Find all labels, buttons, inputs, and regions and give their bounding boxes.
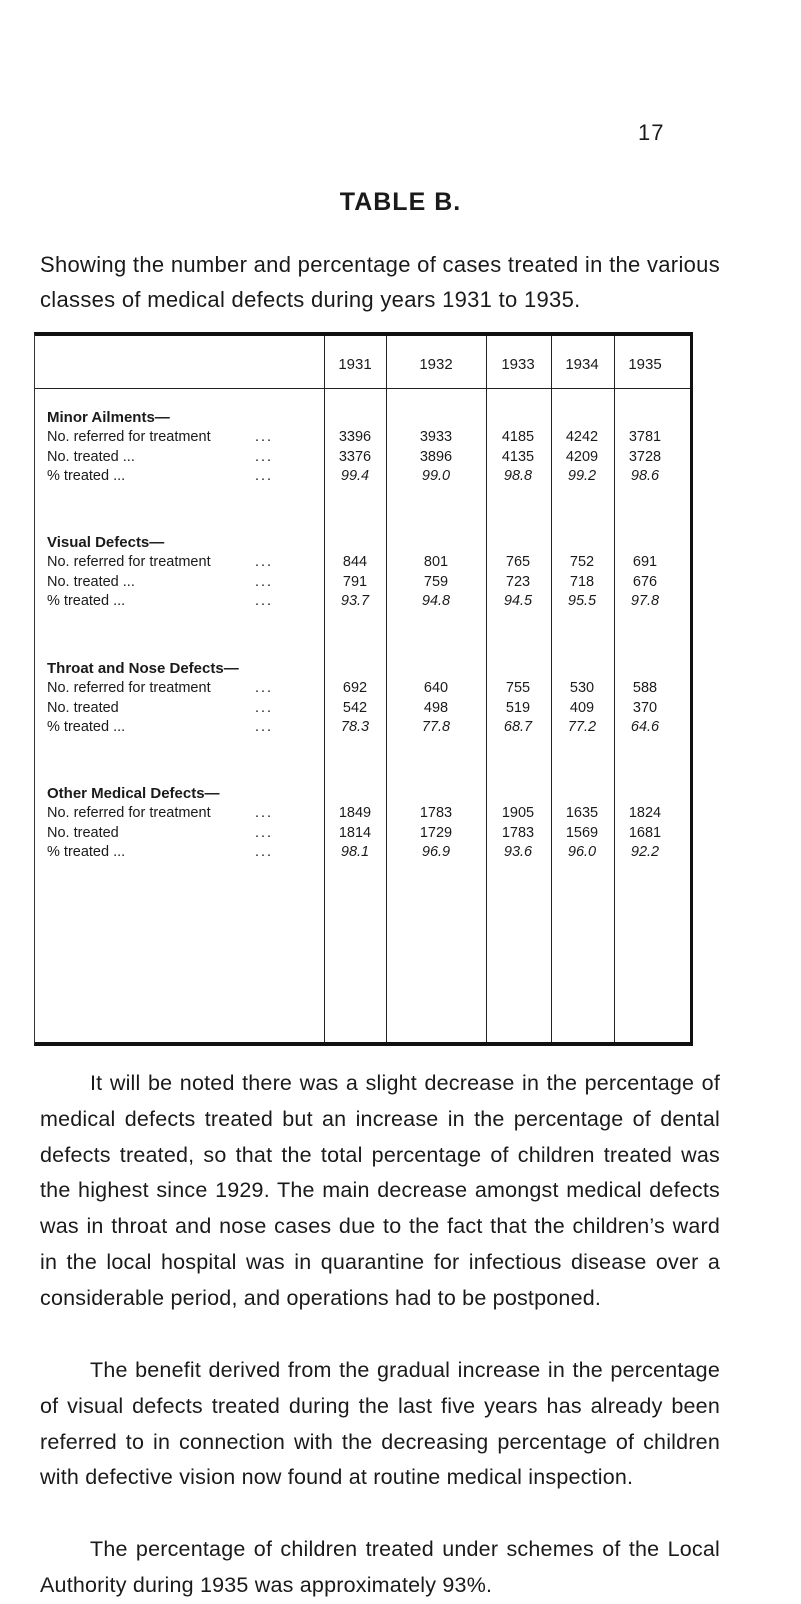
table-cell: 96.0	[567, 844, 597, 860]
table-cell: 92.2	[630, 844, 660, 860]
table-cell: 94.5	[503, 593, 533, 609]
table-cell: 718	[569, 573, 595, 590]
table-cell: 1681	[628, 824, 662, 841]
table-cell: 4242	[565, 429, 599, 445]
header-divider	[35, 388, 690, 389]
table-row	[35, 680, 690, 698]
table-title: TABLE B.	[339, 188, 462, 216]
year-header: 1935	[628, 356, 662, 373]
row-label: No. treated	[47, 824, 119, 841]
year-header: 1933	[501, 356, 535, 373]
table-cell: 542	[342, 699, 368, 716]
table-cell: 1783	[501, 824, 535, 841]
leader-dots: ...	[255, 468, 274, 484]
table-cell: 801	[423, 554, 449, 570]
table-cell: 4209	[565, 448, 599, 465]
leader-dots: ...	[255, 429, 274, 445]
row-label: No. treated	[47, 699, 119, 716]
paragraph-1	[40, 1066, 720, 1317]
table-cell: 4185	[501, 429, 535, 445]
row-label: % treated ...	[47, 719, 126, 735]
table-caption: Showing the number and percentage of cases treated in the various classes of medical defects during years 1931 to 1935.	[40, 252, 720, 312]
table-cell: 3933	[419, 429, 453, 445]
table-cell: 98.8	[503, 468, 533, 484]
row-label: No. referred for treatment	[47, 805, 211, 821]
table-cell: 98.6	[630, 468, 660, 484]
table-cell: 3728	[628, 448, 662, 465]
section-title: Other Medical Defects—	[47, 785, 220, 802]
table-cell: 3781	[628, 429, 662, 445]
defects-table	[34, 332, 693, 1046]
table-cell: 93.6	[503, 844, 533, 860]
table-cell: 3896	[419, 448, 453, 465]
table-cell: 96.9	[421, 844, 451, 860]
row-label: No. referred for treatment	[47, 429, 211, 445]
table-cell: 97.8	[630, 593, 660, 609]
table-cell: 1729	[419, 824, 453, 841]
table-cell: 723	[505, 573, 531, 590]
leader-dots: ...	[255, 824, 274, 841]
table-row	[35, 554, 690, 572]
table-cell: 759	[423, 573, 449, 590]
table-cell: 755	[505, 680, 531, 696]
table-cell: 99.2	[567, 468, 597, 484]
leader-dots: ...	[255, 680, 274, 696]
year-header: 1934	[565, 356, 599, 373]
row-label: % treated ...	[47, 468, 126, 484]
paragraph-3	[40, 1532, 720, 1604]
row-label: % treated ...	[47, 593, 126, 609]
table-cell: 530	[569, 680, 595, 696]
table-cell: 3396	[338, 429, 372, 445]
table-row	[35, 593, 690, 611]
leader-dots: ...	[255, 554, 274, 570]
table-row	[35, 429, 690, 447]
table-row	[35, 844, 690, 862]
table-cell: 640	[423, 680, 449, 696]
table-row	[35, 574, 690, 592]
table-cell: 519	[505, 699, 531, 716]
table-cell: 95.5	[567, 593, 597, 609]
paragraph-3-text: The percentage of children treated under schemes of the Local Authority during 1935 was approximately 93%.	[40, 1537, 720, 1597]
table-row	[35, 719, 690, 737]
leader-dots: ...	[255, 699, 274, 716]
table-cell: 3376	[338, 448, 372, 465]
leader-dots: ...	[255, 593, 274, 609]
table-cell: 1635	[565, 805, 599, 821]
table-cell: 1849	[338, 805, 372, 821]
leader-dots: ...	[255, 719, 274, 735]
table-cell: 77.8	[421, 719, 451, 735]
table-row	[35, 468, 690, 486]
table-cell: 78.3	[340, 719, 370, 735]
table-row	[35, 825, 690, 843]
table-cell: 64.6	[630, 719, 660, 735]
paragraph-2	[40, 1353, 720, 1496]
table-cell: 370	[632, 699, 658, 716]
table-cell: 4135	[501, 448, 535, 465]
table-row	[35, 805, 690, 823]
table-cell: 93.7	[340, 593, 370, 609]
table-cell: 765	[505, 554, 531, 570]
paragraph-1-text: It will be noted there was a slight decrease in the percentage of medical defects treated but an increase in the percentage of dental defects treated, so that the total percentage of children treated was the highest since 1929. The main decrease amongst medical defects was in throat and nose cases due to the fact that the children’s ward in the local hospital was in quarantine for infectious disease over a considerable period, and operations had to be postponed.	[40, 1071, 720, 1310]
row-label: No. referred for treatment	[47, 554, 211, 570]
table-cell: 77.2	[567, 719, 597, 735]
row-label: No. treated ...	[47, 448, 135, 465]
table-cell: 844	[342, 554, 368, 570]
table-cell: 691	[632, 554, 658, 570]
table-cell: 692	[342, 680, 368, 696]
table-cell: 409	[569, 699, 595, 716]
table-cell: 1824	[628, 805, 662, 821]
leader-dots: ...	[255, 448, 274, 465]
leader-dots: ...	[255, 805, 274, 821]
table-cell: 99.0	[421, 468, 451, 484]
table-row	[35, 700, 690, 718]
section-title: Throat and Nose Defects—	[47, 660, 239, 677]
table-cell: 588	[632, 680, 658, 696]
table-cell: 1814	[338, 824, 372, 841]
table-cell: 1783	[419, 805, 453, 821]
year-header: 1932	[419, 356, 453, 373]
table-cell: 68.7	[503, 719, 533, 735]
table-cell: 676	[632, 573, 658, 590]
row-label: No. treated ...	[47, 573, 135, 590]
table-cell: 99.4	[340, 468, 370, 484]
leader-dots: ...	[255, 844, 274, 860]
table-cell: 1905	[501, 805, 535, 821]
table-cell: 94.8	[421, 593, 451, 609]
year-header: 1931	[338, 356, 372, 373]
table-cell: 1569	[565, 824, 599, 841]
section-title: Visual Defects—	[47, 534, 165, 551]
row-label: % treated ...	[47, 844, 126, 860]
table-cell: 752	[569, 554, 595, 570]
paragraph-2-text: The benefit derived from the gradual increase in the percentage of visual defects treated during the last five years has already been referred to in connection with the decreasing percentage of children with defective vision now found at routine medical inspection.	[40, 1358, 720, 1490]
section-title: Minor Ailments—	[47, 409, 170, 426]
row-label: No. referred for treatment	[47, 680, 211, 696]
table-cell: 791	[342, 573, 368, 590]
page-number: 17	[638, 120, 665, 145]
table-cell: 98.1	[340, 844, 370, 860]
table-row	[35, 449, 690, 467]
leader-dots: ...	[255, 573, 274, 590]
table-cell: 498	[423, 699, 449, 716]
